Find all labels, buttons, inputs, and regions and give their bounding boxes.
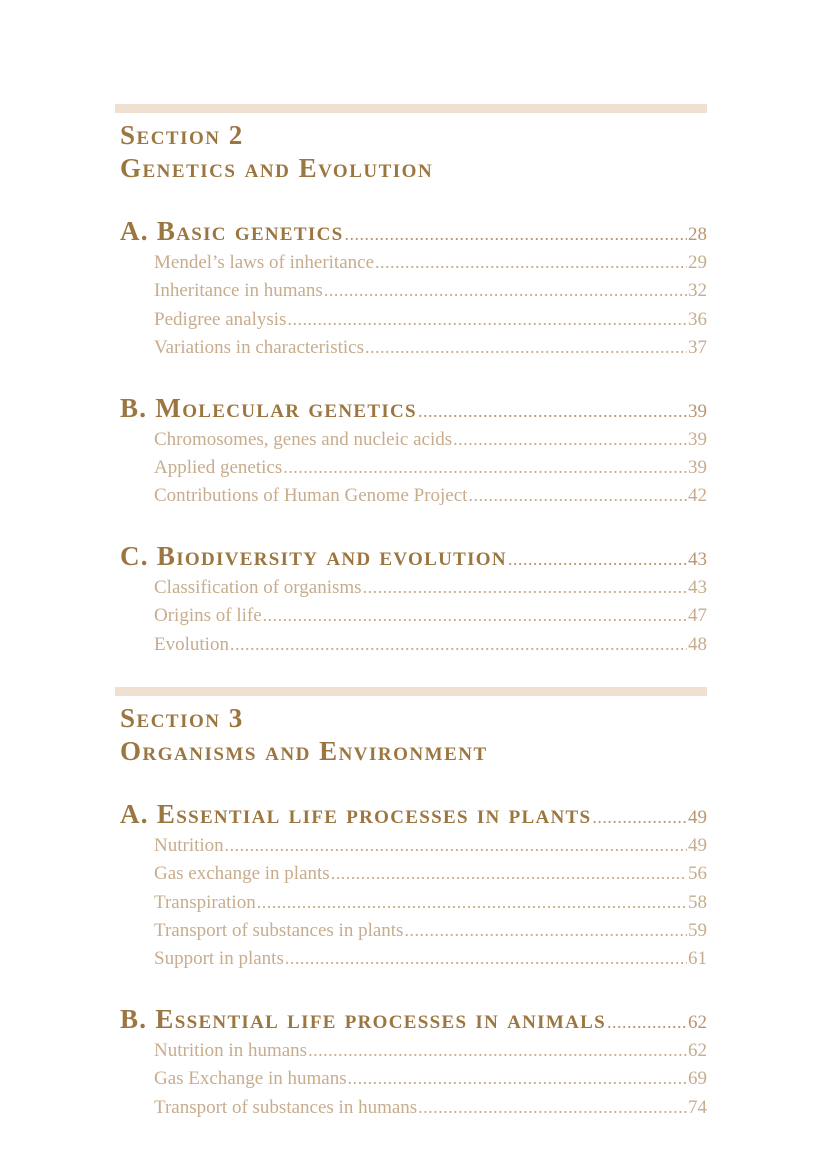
chapter-page-number: 62 <box>688 1011 707 1033</box>
toc-chapter-entry[interactable] <box>120 216 707 248</box>
chapter-page-number: 28 <box>688 224 707 245</box>
section-spacer <box>120 658 707 687</box>
chapter-title: B. Molecular genetics <box>120 392 417 423</box>
dot-leader <box>263 601 687 629</box>
item-title: Pedigree analysis <box>154 308 287 330</box>
toc-item[interactable] <box>120 831 707 859</box>
item-page-number: 74 <box>688 1096 707 1118</box>
item-title: Gas exchange in plants <box>154 863 330 885</box>
toc-item[interactable] <box>120 573 707 601</box>
item-title: Transport of substances in plants <box>154 920 404 942</box>
toc-item[interactable] <box>120 916 707 944</box>
dot-leader <box>592 807 687 828</box>
dot-leader <box>508 549 687 570</box>
item-page-number: 29 <box>688 252 707 273</box>
section-divider-bar <box>115 687 707 696</box>
section-title: Genetics and Evolution <box>120 153 434 183</box>
toc-item[interactable] <box>120 630 707 658</box>
toc-chapter-entry[interactable] <box>120 1004 707 1036</box>
section-title: Organisms and Environment <box>120 735 488 766</box>
item-page-number: 37 <box>688 337 707 359</box>
section-label: Section 2 <box>120 120 244 150</box>
dot-leader <box>283 453 687 481</box>
dot-leader <box>331 859 687 887</box>
section-3 <box>120 687 707 1121</box>
item-title: Support in plants <box>154 948 284 970</box>
chapter-page-number: 39 <box>688 400 707 422</box>
item-title: Inheritance in humans <box>154 280 323 302</box>
chapter-title: C. Biodiversity and evolution <box>120 540 507 571</box>
item-title: Classification of organisms <box>154 576 362 598</box>
dot-leader <box>308 1036 687 1064</box>
item-page-number: 39 <box>688 456 707 478</box>
item-title: Origins of life <box>154 605 262 627</box>
item-page-number: 58 <box>688 891 707 913</box>
dot-leader <box>348 1064 687 1092</box>
dot-leader <box>418 1093 687 1121</box>
toc-item[interactable] <box>120 248 707 276</box>
dot-leader <box>344 224 687 245</box>
item-page-number: 49 <box>688 834 707 856</box>
dot-leader <box>607 1012 687 1033</box>
toc-chapter-entry[interactable] <box>120 541 707 573</box>
item-title: Evolution <box>154 633 229 655</box>
item-title: Chromosomes, genes and nucleic acids <box>154 428 453 450</box>
section-2 <box>120 104 707 658</box>
dot-leader <box>365 333 687 361</box>
item-page-number: 69 <box>688 1068 707 1090</box>
item-page-number: 42 <box>688 485 707 507</box>
item-title: Applied genetics <box>154 456 283 478</box>
item-title: Mendel’s laws of inheritance <box>154 252 375 273</box>
dot-leader <box>404 916 687 944</box>
item-title: Transport of substances in humans <box>154 1096 418 1118</box>
dot-leader <box>285 944 687 972</box>
item-title: Nutrition in humans <box>154 1039 308 1061</box>
chapter-title: A. Essential life processes in plants <box>120 798 592 829</box>
toc-chapter-entry[interactable] <box>120 799 707 831</box>
item-page-number: 48 <box>688 633 707 655</box>
toc-item[interactable] <box>120 1064 707 1092</box>
chapter-title: A. Basic genetics <box>120 216 344 246</box>
dot-leader <box>468 481 687 509</box>
item-page-number: 39 <box>688 428 707 450</box>
section-divider-bar <box>115 104 707 113</box>
item-title: Gas Exchange in humans <box>154 1068 347 1090</box>
toc-chapter-entry[interactable] <box>120 393 707 425</box>
chapter-molecular-genetics <box>120 393 707 510</box>
item-title: Transpiration <box>154 891 256 913</box>
dot-leader <box>230 630 687 658</box>
section-label: Section 3 <box>120 702 244 733</box>
toc-item[interactable] <box>120 425 707 453</box>
toc-item[interactable] <box>120 601 707 629</box>
item-page-number: 59 <box>688 920 707 942</box>
dot-leader <box>418 401 687 422</box>
item-page-number: 47 <box>688 605 707 627</box>
item-title: Nutrition <box>154 834 224 856</box>
dot-leader <box>257 888 687 916</box>
toc-item[interactable] <box>120 481 707 509</box>
toc-item[interactable] <box>120 1036 707 1064</box>
chapter-life-processes-animals <box>120 1004 707 1121</box>
dot-leader <box>225 831 687 859</box>
item-page-number: 43 <box>688 576 707 598</box>
item-title: Variations in characteristics <box>154 337 364 359</box>
dot-leader <box>453 425 687 453</box>
toc-item[interactable] <box>120 1093 707 1121</box>
chapter-page-number: 43 <box>688 548 707 570</box>
item-title: Contributions of Human Genome Project <box>154 485 468 507</box>
toc-item[interactable] <box>120 859 707 887</box>
dot-leader <box>324 276 687 304</box>
dot-leader <box>363 573 687 601</box>
toc-item[interactable] <box>120 888 707 916</box>
toc-item[interactable] <box>120 453 707 481</box>
item-page-number: 36 <box>688 308 707 330</box>
item-page-number: 32 <box>688 280 707 302</box>
toc-item[interactable] <box>120 305 707 333</box>
toc-item[interactable] <box>120 276 707 304</box>
chapter-title: B. Essential life processes in animals <box>120 1003 606 1034</box>
chapter-basic-genetics <box>120 216 707 362</box>
chapter-page-number: 49 <box>688 806 707 828</box>
toc-item[interactable] <box>120 333 707 361</box>
toc-item[interactable] <box>120 944 707 972</box>
dot-leader <box>287 305 687 333</box>
item-page-number: 62 <box>688 1039 707 1061</box>
table-of-contents <box>120 104 707 1121</box>
dot-leader <box>375 248 687 276</box>
item-page-number: 56 <box>688 863 707 885</box>
chapter-life-processes-plants <box>120 799 707 973</box>
item-page-number: 61 <box>688 948 707 970</box>
chapter-biodiversity-and-evolution <box>120 541 707 658</box>
